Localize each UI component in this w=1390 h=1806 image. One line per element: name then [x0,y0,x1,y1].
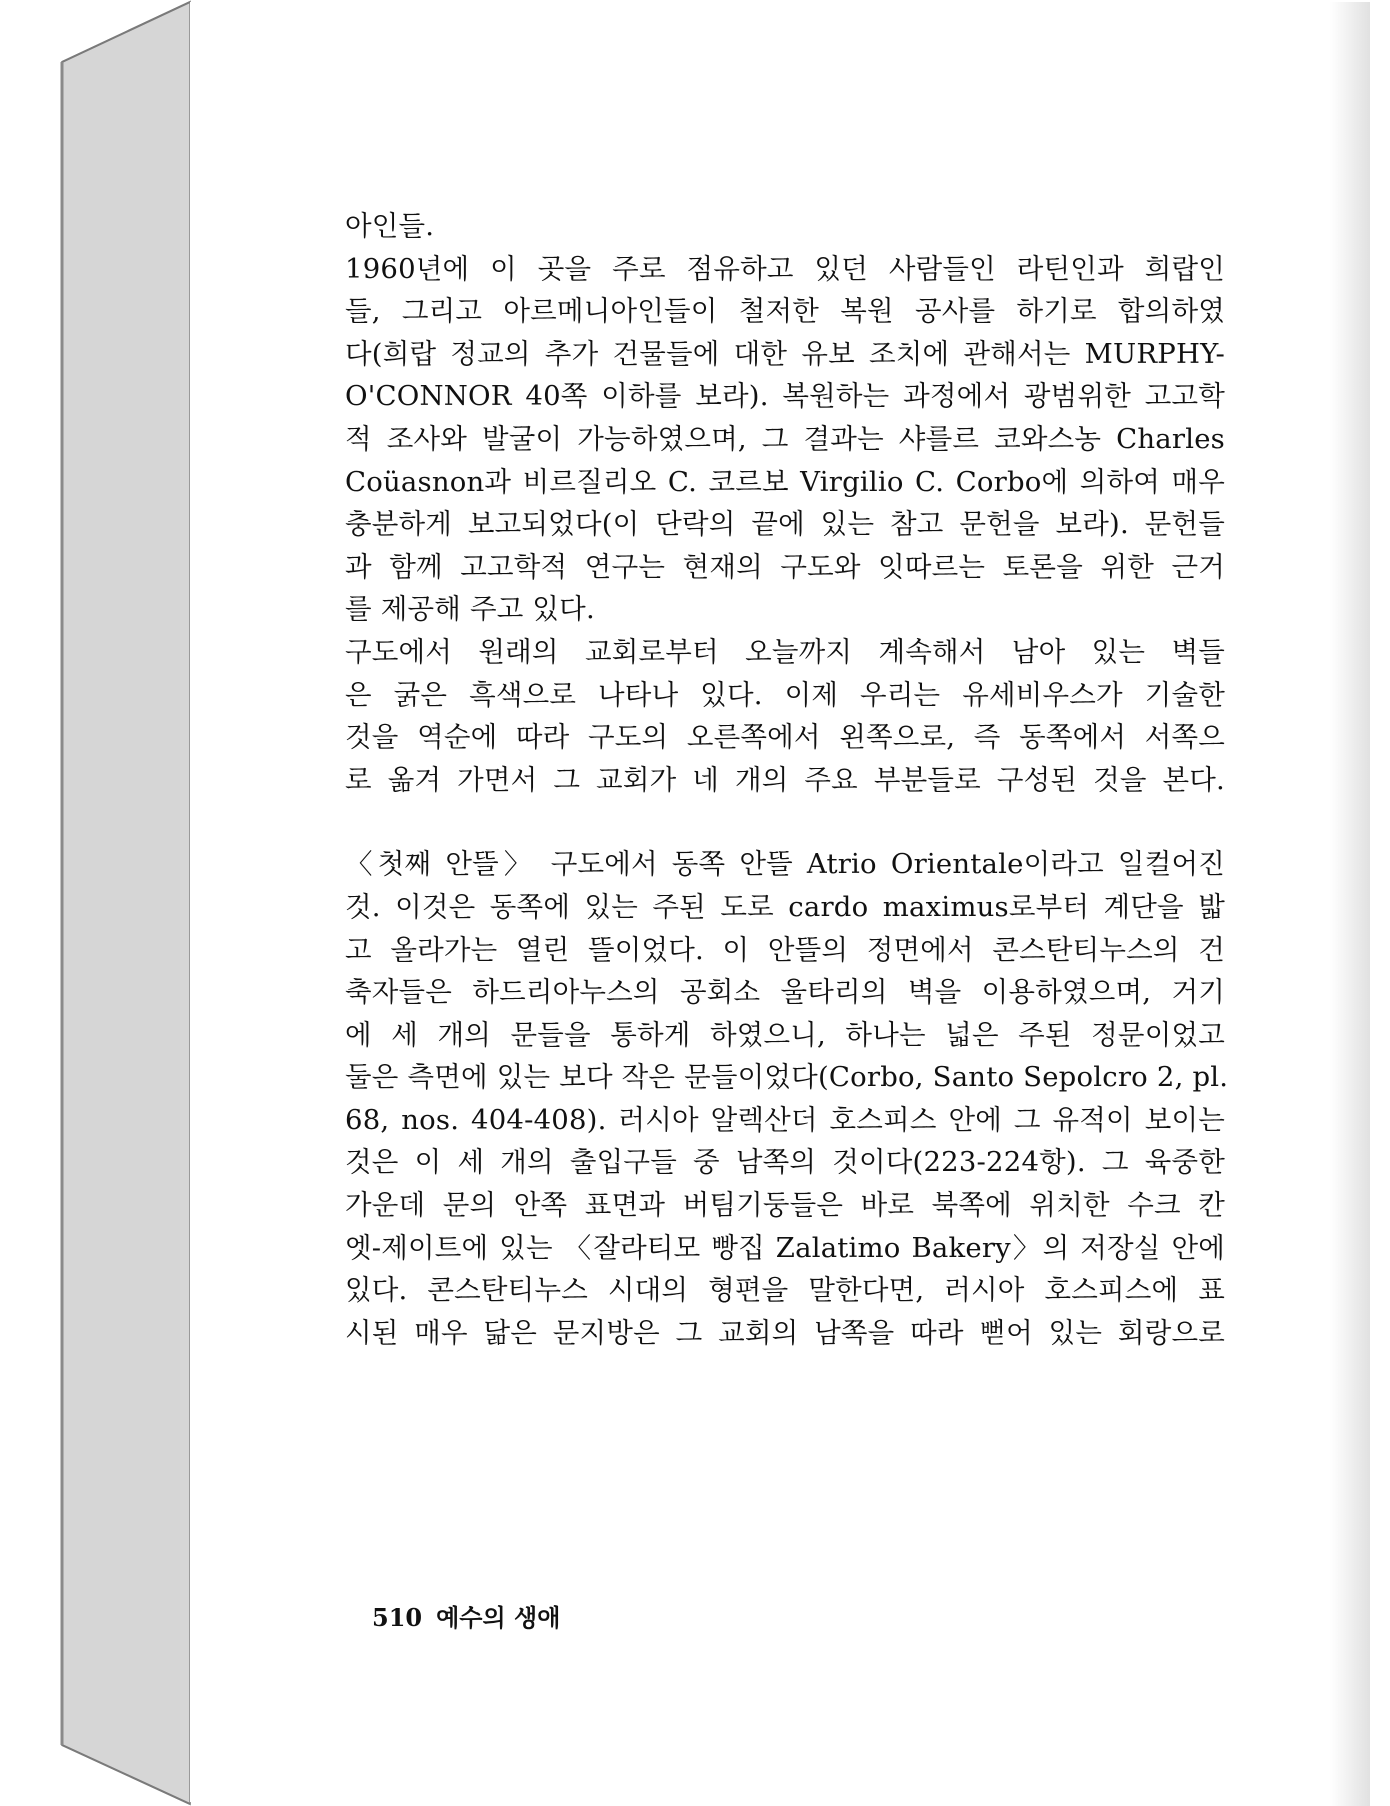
text-line: 둘은 측면에 있는 보다 작은 문들이었다(Corbo, Santo Sepolcro 2, pl. [345,1061,1229,1094]
text-line: 가운데 문의 안쪽 표면과 버팀기둥들은 바로 북쪽에 위치한 수크 칸 [345,1189,1225,1222]
paragraph-0 [345,205,1225,248]
text-line: 있다. 콘스탄티누스 시대의 형편을 말한다면, 러시아 호스피스에 표 [345,1274,1225,1307]
text-line: 시된 매우 닮은 문지방은 그 교회의 남쪽을 따라 뻗어 있는 회랑으로 [345,1316,1225,1349]
text-line: 68, nos. 404-408). 러시아 알렉산더 호스피스 안에 그 유적이 보이는 [345,1103,1225,1136]
paragraph-1 [345,248,1225,631]
text-line: 것을 역순에 따라 구도의 오른쪽에서 왼쪽으로, 즉 동쪽에서 서쪽으 [345,721,1225,754]
text-line: 다(희랍 정교의 추가 건물들에 대한 유보 조치에 관해서는 MURPHY- [345,337,1225,370]
body-text [345,205,1229,1354]
text-line: 고 올라가는 열린 뜰이었다. 이 안뜰의 정면에서 콘스탄티누스의 건 [345,933,1225,966]
text-line: Coüasnon과 비르질리오 C. 코르보 Virgilio C. Corbo에 의하여 매우 [345,465,1225,498]
page-edge-shadow [1330,2,1370,1806]
text-line: 엣-제이트에 있는 〈잘라티모 빵집 Zalatimo Bakery〉의 저장실 안에 [345,1231,1225,1264]
section-gap [345,801,1225,843]
paragraph-3 [345,843,1229,1354]
text-line: 축자들은 하드리아누스의 공회소 울타리의 벽을 이용하였으며, 거기 [345,976,1225,1009]
text-line: 것. 이것은 동쪽에 있는 주된 도로 cardo maximus로부터 계단을 밟 [345,890,1225,923]
text-line: 1960년에 이 곳을 주로 점유하고 있던 사람들인 라틴인과 희랍인 [345,252,1225,285]
text-line: 들, 그리고 아르메니아인들이 철저한 복원 공사를 하기로 합의하였 [345,295,1225,328]
page-number: 510 [372,1603,423,1632]
running-title: 예수의 생애 [436,1603,561,1632]
text-line: 적 조사와 발굴이 가능하였으며, 그 결과는 샤를르 코와스농 Charles [345,422,1225,455]
text-line: 충분하게 보고되었다(이 단락의 끝에 있는 참고 문헌을 보라). 문헌들 [345,508,1225,541]
page-footer [372,1598,560,1633]
text-line: 과 함께 고고학적 연구는 현재의 구도와 잇따르는 토론을 위한 근거 [345,550,1225,583]
text-line: 에 세 개의 문들을 통하게 하였으니, 하나는 넓은 주된 정문이었고 [345,1018,1225,1051]
text-line: 구도에서 원래의 교회로부터 오늘까지 계속해서 남아 있는 벽들 [345,635,1225,668]
text-line: 은 굵은 흑색으로 나타나 있다. 이제 우리는 유세비우스가 기술한 [345,678,1225,711]
text-line: 〈첫째 안뜰〉 구도에서 동쪽 안뜰 Atrio Orientale이라고 일컬어진 [345,848,1225,881]
text-line: O'CONNOR 40쪽 이하를 보라). 복원하는 과정에서 광범위한 고고학 [345,380,1225,413]
text-line: 로 옮겨 가면서 그 교회가 네 개의 주요 부분들로 구성된 것을 본다. [345,763,1225,796]
text-line: 것은 이 세 개의 출입구들 중 남쪽의 것이다(223-224항). 그 육중한 [345,1146,1225,1179]
paragraph-2 [345,631,1225,801]
text-line: 를 제공해 주고 있다. [345,593,595,626]
text-line: 아인들. [345,210,435,242]
